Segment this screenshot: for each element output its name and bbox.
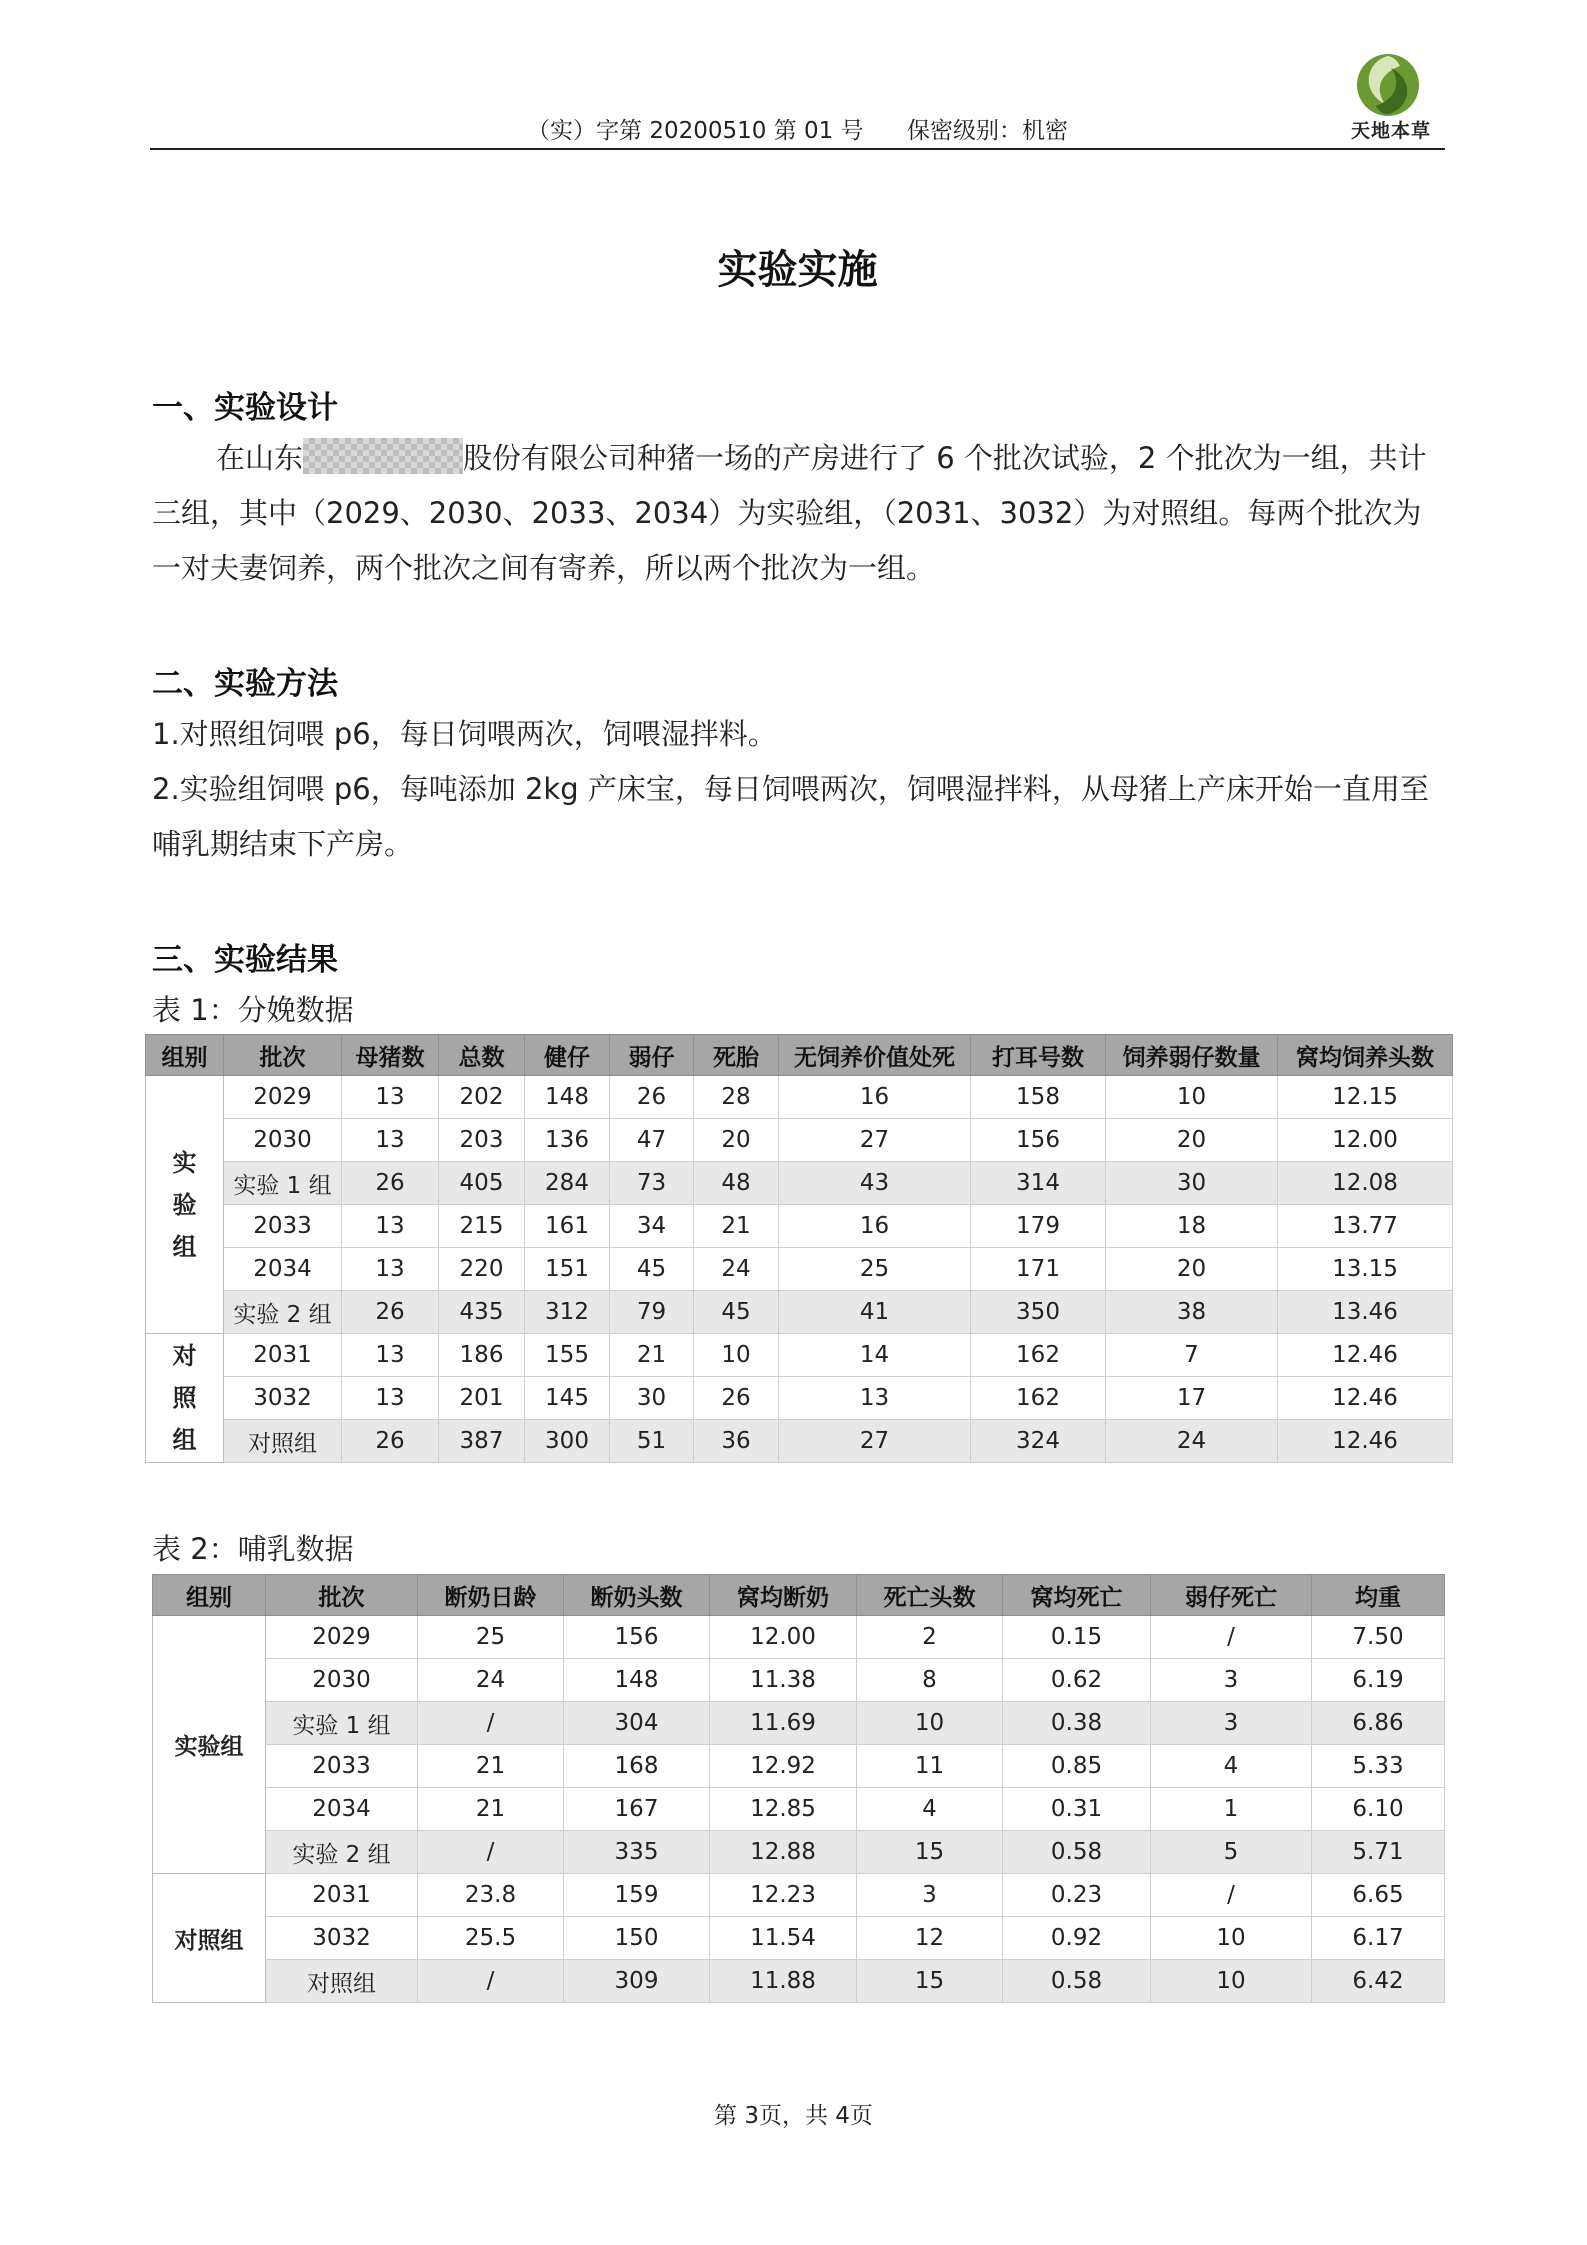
table-cell: 171 [971, 1248, 1106, 1291]
table-cell: 12 [857, 1917, 1003, 1960]
table-cell: 45 [694, 1291, 779, 1334]
table-cell: 17 [1106, 1377, 1278, 1420]
group-label-char: 照 [172, 1384, 197, 1412]
table-cell: 6.19 [1312, 1659, 1445, 1702]
table-cell: 30 [1106, 1162, 1278, 1205]
table-cell: 0.58 [1003, 1831, 1151, 1874]
table-cell: 0.31 [1003, 1788, 1151, 1831]
batch-cell: 对照组 [224, 1420, 342, 1463]
table-cell: 24 [418, 1659, 564, 1702]
table-cell: 25 [418, 1616, 564, 1659]
table-cell: 6.65 [1312, 1874, 1445, 1917]
column-header: 窝均饲养头数 [1278, 1035, 1453, 1076]
confidentiality-level: 保密级别：机密 [906, 118, 1068, 144]
table-cell: 15 [857, 1960, 1003, 2003]
table-cell: 4 [857, 1788, 1003, 1831]
table-cell: 28 [694, 1076, 779, 1119]
table-cell: 4 [1151, 1745, 1312, 1788]
group-label: 实验组 [174, 1734, 244, 1760]
table-row [146, 1334, 1453, 1377]
table-cell: 24 [694, 1248, 779, 1291]
table-cell: 79 [610, 1291, 694, 1334]
table-cell: 5 [1151, 1831, 1312, 1874]
table-cell: 167 [564, 1788, 710, 1831]
table-row [146, 1248, 1453, 1291]
column-header: 打耳号数 [971, 1035, 1106, 1076]
table-row [153, 1917, 1445, 1960]
table2-caption: 表 2：哺乳数据 [152, 1532, 354, 1566]
table-cell: 151 [525, 1248, 610, 1291]
table-row [146, 1162, 1453, 1205]
column-header: 窝均死亡 [1003, 1575, 1151, 1616]
table-cell: 300 [525, 1420, 610, 1463]
table-cell: 12.85 [710, 1788, 857, 1831]
table-cell: 10 [1151, 1917, 1312, 1960]
table-cell: 21 [418, 1788, 564, 1831]
table-row [153, 1960, 1445, 2003]
table-cell: 12.00 [1278, 1119, 1453, 1162]
table-cell: 34 [610, 1205, 694, 1248]
column-header: 组别 [153, 1575, 266, 1616]
table-cell: 202 [439, 1076, 525, 1119]
table-row [153, 1788, 1445, 1831]
redacted-company-name [303, 438, 463, 474]
group-label: 对照组 [174, 1927, 244, 1954]
table-cell: / [1151, 1616, 1312, 1659]
table-cell: 11.54 [710, 1917, 857, 1960]
table-cell: 30 [610, 1377, 694, 1420]
table-cell: 25 [779, 1248, 971, 1291]
table-cell: 27 [779, 1420, 971, 1463]
table-cell: 3 [1151, 1659, 1312, 1702]
table-cell: 0.38 [1003, 1702, 1151, 1745]
table-cell: 26 [694, 1377, 779, 1420]
table-cell: 0.85 [1003, 1745, 1151, 1788]
table-cell: 16 [779, 1205, 971, 1248]
table-cell: 13 [342, 1076, 439, 1119]
table-cell: 13 [342, 1334, 439, 1377]
table-cell: 20 [1106, 1248, 1278, 1291]
table-cell: 136 [525, 1119, 610, 1162]
column-header: 饲养弱仔数量 [1106, 1035, 1278, 1076]
batch-cell: 2030 [266, 1659, 418, 1702]
column-header: 均重 [1312, 1575, 1445, 1616]
table-cell: 51 [610, 1420, 694, 1463]
table-cell: 10 [1106, 1076, 1278, 1119]
table-row [146, 1420, 1453, 1463]
table-cell: 24 [1106, 1420, 1278, 1463]
heading-experiment-method: 二、实验方法 [152, 666, 338, 702]
batch-cell: 2034 [224, 1248, 342, 1291]
group-label-cell [146, 1076, 224, 1334]
table-cell: 12.46 [1278, 1334, 1453, 1377]
group-label-cell [153, 1616, 266, 1874]
batch-cell: 实验 2 组 [224, 1291, 342, 1334]
table-cell: 13 [342, 1248, 439, 1291]
table-cell: 26 [342, 1291, 439, 1334]
table-cell: 335 [564, 1831, 710, 1874]
table-row [153, 1831, 1445, 1874]
heading-experiment-results: 三、实验结果 [152, 942, 338, 978]
table-cell: 435 [439, 1291, 525, 1334]
table-cell: 13 [342, 1377, 439, 1420]
table-cell: 10 [857, 1702, 1003, 1745]
method-paragraph [152, 707, 1447, 872]
table-cell: 156 [564, 1616, 710, 1659]
table-cell: 12.00 [710, 1616, 857, 1659]
column-header: 死亡头数 [857, 1575, 1003, 1616]
table-cell: 20 [1106, 1119, 1278, 1162]
table-cell: 21 [418, 1745, 564, 1788]
column-header: 断奶日龄 [418, 1575, 564, 1616]
group-label-char: 对 [172, 1342, 197, 1370]
table-cell: 324 [971, 1420, 1106, 1463]
table-cell: 18 [1106, 1205, 1278, 1248]
table-cell: 26 [342, 1420, 439, 1463]
table-cell: 41 [779, 1291, 971, 1334]
column-header: 健仔 [525, 1035, 610, 1076]
table-cell: 5.33 [1312, 1745, 1445, 1788]
table-cell: 12.08 [1278, 1162, 1453, 1205]
column-header: 死胎 [694, 1035, 779, 1076]
table-cell: 3 [1151, 1702, 1312, 1745]
table-cell: 27 [779, 1119, 971, 1162]
table-cell: / [418, 1831, 564, 1874]
design-text-start: 在山东 [216, 441, 304, 475]
group-label-cell [146, 1334, 224, 1463]
method-line-1: 1.对照组饲喂 p6，每日饲喂两次，饲喂湿拌料。 [152, 717, 777, 751]
column-header: 窝均断奶 [710, 1575, 857, 1616]
table-cell: 203 [439, 1119, 525, 1162]
table-row [146, 1205, 1453, 1248]
column-header: 总数 [439, 1035, 525, 1076]
table-cell: 26 [342, 1162, 439, 1205]
header-divider [150, 148, 1445, 150]
batch-cell: 2031 [224, 1334, 342, 1377]
table-cell: 11.69 [710, 1702, 857, 1745]
batch-cell: 3032 [266, 1917, 418, 1960]
table-cell: 15 [857, 1831, 1003, 1874]
table-cell: 145 [525, 1377, 610, 1420]
table-row [153, 1616, 1445, 1659]
table-cell: 0.58 [1003, 1960, 1151, 2003]
table-cell: 148 [564, 1659, 710, 1702]
column-header: 组别 [146, 1035, 224, 1076]
delivery-data-table [145, 1034, 1453, 1463]
batch-cell: 2030 [224, 1119, 342, 1162]
batch-cell: 2034 [266, 1788, 418, 1831]
table-cell: 12.46 [1278, 1377, 1453, 1420]
table1-header-row [146, 1035, 1453, 1076]
table-cell: 6.86 [1312, 1702, 1445, 1745]
table-cell: 186 [439, 1334, 525, 1377]
table-cell: 0.23 [1003, 1874, 1151, 1917]
table-cell: 148 [525, 1076, 610, 1119]
column-header: 弱仔 [610, 1035, 694, 1076]
batch-cell: 3032 [224, 1377, 342, 1420]
table-row [146, 1119, 1453, 1162]
table-cell: 0.15 [1003, 1616, 1151, 1659]
table-cell: 201 [439, 1377, 525, 1420]
logo-text: 天地本草 [1350, 120, 1431, 142]
table-cell: 6.17 [1312, 1917, 1445, 1960]
lactation-data-table [152, 1574, 1445, 2003]
table-row [153, 1745, 1445, 1788]
table-row [146, 1076, 1453, 1119]
group-label-char: 组 [172, 1426, 197, 1454]
table-cell: 161 [525, 1205, 610, 1248]
table-cell: 13.46 [1278, 1291, 1453, 1334]
table-cell: 13 [342, 1205, 439, 1248]
table-cell: 168 [564, 1745, 710, 1788]
document-header [150, 112, 1445, 145]
table-cell: 6.42 [1312, 1960, 1445, 2003]
table-cell: 7 [1106, 1334, 1278, 1377]
table-cell: 150 [564, 1917, 710, 1960]
document-number: （实）字第 20200510 第 01 号 [527, 118, 864, 144]
heading-experiment-design: 一、实验设计 [152, 390, 338, 426]
group-label-char: 组 [172, 1232, 197, 1261]
table-cell: 309 [564, 1960, 710, 2003]
table-cell: 179 [971, 1205, 1106, 1248]
table-cell: 14 [779, 1334, 971, 1377]
table-cell: 159 [564, 1874, 710, 1917]
group-label-cell [153, 1874, 266, 2003]
table-cell: 350 [971, 1291, 1106, 1334]
batch-cell: 对照组 [266, 1960, 418, 2003]
table-cell: 11.38 [710, 1659, 857, 1702]
table-cell: 13 [779, 1377, 971, 1420]
group-label-char: 验 [172, 1190, 197, 1219]
table-cell: 155 [525, 1334, 610, 1377]
group-label [173, 1142, 197, 1268]
table-cell: 20 [694, 1119, 779, 1162]
column-header: 母猪数 [342, 1035, 439, 1076]
table-cell: 11 [857, 1745, 1003, 1788]
table-cell: 12.23 [710, 1874, 857, 1917]
table-cell: 25.5 [418, 1917, 564, 1960]
table-cell: 43 [779, 1162, 971, 1205]
table-cell: / [418, 1702, 564, 1745]
table-row [146, 1291, 1453, 1334]
table-cell: 12.15 [1278, 1076, 1453, 1119]
table-cell: 1 [1151, 1788, 1312, 1831]
table-cell: 48 [694, 1162, 779, 1205]
table-cell: 13 [342, 1119, 439, 1162]
table-cell: 21 [610, 1334, 694, 1377]
table-cell: 21 [694, 1205, 779, 1248]
table-cell: 2 [857, 1616, 1003, 1659]
table-cell: 387 [439, 1420, 525, 1463]
group-label [173, 1335, 197, 1461]
column-header: 批次 [224, 1035, 342, 1076]
table-cell: / [1151, 1874, 1312, 1917]
page-title: 实验实施 [717, 247, 878, 293]
page-footer: 第 3页，共 4页 [714, 2103, 873, 2129]
table-row [153, 1702, 1445, 1745]
table-cell: 7.50 [1312, 1616, 1445, 1659]
batch-cell: 2029 [224, 1076, 342, 1119]
table-cell: 47 [610, 1119, 694, 1162]
table-row [153, 1874, 1445, 1917]
table-cell: 0.62 [1003, 1659, 1151, 1702]
table1-caption: 表 1：分娩数据 [152, 993, 354, 1027]
method-line-2: 2.实验组饲喂 p6，每吨添加 2kg 产床宝，每日饲喂两次，饲喂湿拌料，从母猪上产床开始一直用至哺乳期结束下产房。 [152, 772, 1429, 861]
table-cell: / [418, 1960, 564, 2003]
batch-cell: 实验 1 组 [266, 1702, 418, 1745]
table-cell: 73 [610, 1162, 694, 1205]
design-paragraph [152, 431, 1447, 596]
table-cell: 12.88 [710, 1831, 857, 1874]
table-cell: 23.8 [418, 1874, 564, 1917]
table-cell: 304 [564, 1702, 710, 1745]
table-cell: 36 [694, 1420, 779, 1463]
table-cell: 11.88 [710, 1960, 857, 2003]
table-cell: 284 [525, 1162, 610, 1205]
table-row [153, 1659, 1445, 1702]
table-cell: 162 [971, 1377, 1106, 1420]
table-cell: 8 [857, 1659, 1003, 1702]
table-cell: 12.92 [710, 1745, 857, 1788]
table-cell: 314 [971, 1162, 1106, 1205]
table-cell: 12.46 [1278, 1420, 1453, 1463]
column-header: 无饲养价值处死 [779, 1035, 971, 1076]
table-row [146, 1377, 1453, 1420]
table-cell: 156 [971, 1119, 1106, 1162]
table-cell: 6.10 [1312, 1788, 1445, 1831]
table-cell: 405 [439, 1162, 525, 1205]
batch-cell: 实验 2 组 [266, 1831, 418, 1874]
table-cell: 5.71 [1312, 1831, 1445, 1874]
design-text-rest: 股份有限公司种猪一场的产房进行了 6 个批次试验，2 个批次为一组，共计三组，其中（2029、2030、2033、2034）为实验组，（2031、3032）为对照组。每两个批次为一对夫妻饲养，两个批次之间有寄养，所以两个批次为一组。 [152, 441, 1427, 585]
table-cell: 26 [610, 1076, 694, 1119]
table-cell: 162 [971, 1334, 1106, 1377]
table-cell: 13.77 [1278, 1205, 1453, 1248]
table-cell: 312 [525, 1291, 610, 1334]
group-label-char: 实 [172, 1148, 197, 1177]
batch-cell: 2031 [266, 1874, 418, 1917]
batch-cell: 2033 [266, 1745, 418, 1788]
table-cell: 220 [439, 1248, 525, 1291]
table-cell: 38 [1106, 1291, 1278, 1334]
table-cell: 13.15 [1278, 1248, 1453, 1291]
column-header: 批次 [266, 1575, 418, 1616]
table-cell: 215 [439, 1205, 525, 1248]
column-header: 断奶头数 [564, 1575, 710, 1616]
table-cell: 45 [610, 1248, 694, 1291]
column-header: 弱仔死亡 [1151, 1575, 1312, 1616]
table-cell: 10 [1151, 1960, 1312, 2003]
table-cell: 10 [694, 1334, 779, 1377]
table-cell: 158 [971, 1076, 1106, 1119]
batch-cell: 2033 [224, 1205, 342, 1248]
batch-cell: 2029 [266, 1616, 418, 1659]
batch-cell: 实验 1 组 [224, 1162, 342, 1205]
table-cell: 0.92 [1003, 1917, 1151, 1960]
table2-header-row [153, 1575, 1445, 1616]
table-cell: 3 [857, 1874, 1003, 1917]
table-cell: 16 [779, 1076, 971, 1119]
